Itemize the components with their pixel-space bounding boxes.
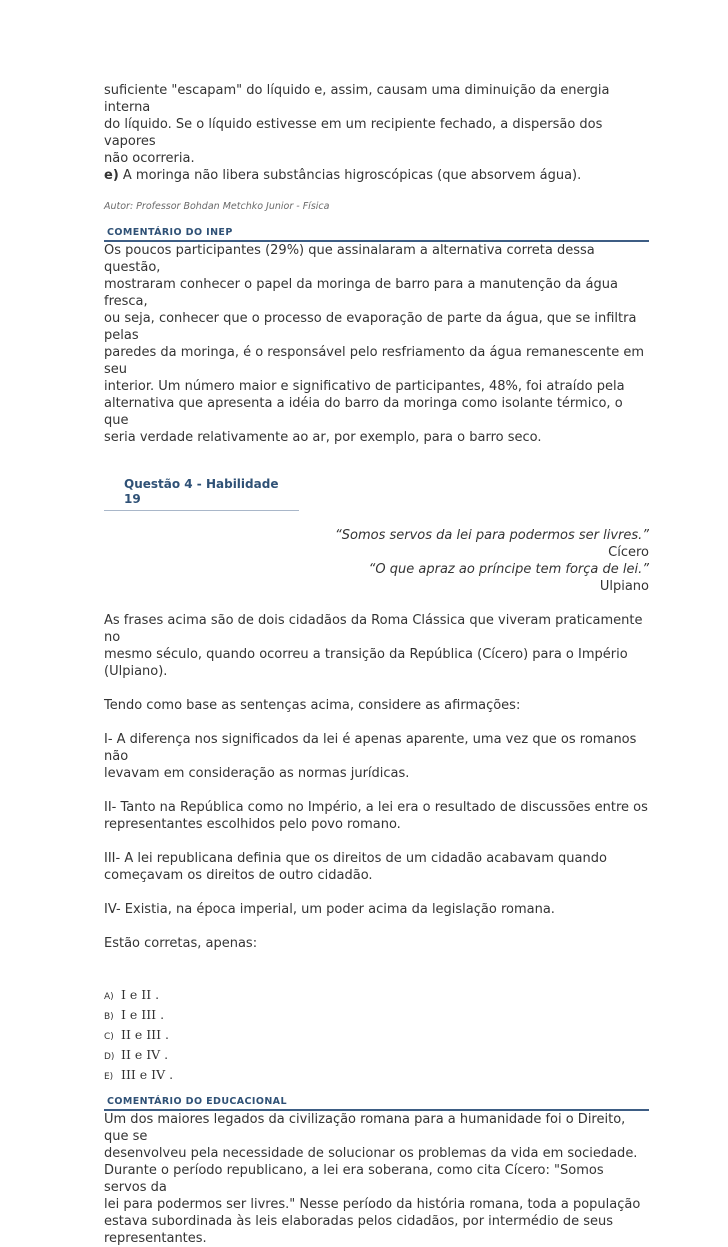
text-line: interior. Um número maior e significativo de participantes, 48%, foi atraído pela: [104, 379, 625, 394]
quote-block: [104, 527, 649, 595]
inep-comment-body: [104, 242, 649, 446]
text-line: Os poucos participantes (29%) que assinalaram a alternativa correta dessa questão,: [104, 243, 595, 275]
text-line: paredes da moringa, é o responsável pelo resfriamento da água remanescente em seu: [104, 345, 644, 377]
option-letter: E): [104, 1072, 114, 1082]
option-letter: D): [104, 1052, 115, 1062]
text-line: alternativa que apresenta a idéia do barro da moringa como isolante térmico, o que: [104, 396, 623, 428]
question-heading: Questão 4 - Habilidade 19: [104, 477, 299, 511]
quote-ulpiano: “O que apraz ao príncipe tem força de lei.”: [368, 562, 649, 577]
text-line: mostraram conhecer o papel da moringa de barro para a manutenção da água fresca,: [104, 277, 618, 309]
text-line: representantes.: [104, 1231, 207, 1246]
text-line: I- A diferença nos significados da lei é apenas aparente, uma vez que os romanos não: [104, 732, 637, 764]
author-credit: Autor: Professor Bohdan Metchko Junior - Física: [104, 201, 330, 212]
text-line: não ocorreria.: [104, 151, 195, 166]
text-line: (Ulpiano).: [104, 664, 168, 679]
answer-option[interactable]: [104, 986, 649, 1006]
text-line: levavam em consideração as normas jurídicas.: [104, 766, 410, 781]
statement-1: [104, 731, 649, 782]
answer-options: [104, 986, 649, 1086]
answer-option[interactable]: [104, 1026, 649, 1046]
statement-2: [104, 799, 649, 833]
text-line: II- Tanto na República como no Império, a lei era o resultado de discussões entre os: [104, 800, 648, 815]
option-e-text: A moringa não libera substâncias higroscópicas (que absorvem água).: [118, 168, 582, 183]
text-line: As frases acima são de dois cidadãos da Roma Clássica que viveram praticamente no: [104, 613, 643, 645]
top-paragraph: [104, 82, 649, 184]
answer-option[interactable]: [104, 1066, 649, 1086]
text-line: desenvolveu pela necessidade de solucionar os problemas da vida em sociedade.: [104, 1146, 638, 1161]
option-e-letter: e): [104, 168, 119, 183]
text-line: seria verdade relativamente ao ar, por exemplo, para o barro seco.: [104, 430, 542, 445]
text-line: suficiente "escapam" do líquido e, assim, causam uma diminuição da energia interna: [104, 83, 610, 115]
text-line: mesmo século, quando ocorreu a transição da República (Cícero) para o Império: [104, 647, 628, 662]
text-line: começavam os direitos de outro cidadão.: [104, 868, 373, 883]
option-text: I e III .: [121, 1007, 165, 1022]
option-text: III e IV .: [121, 1067, 174, 1082]
option-letter: B): [104, 1012, 114, 1022]
question-base: Tendo como base as sentenças acima, considere as afirmações:: [104, 698, 521, 713]
text-line: do líquido. Se o líquido estivesse em um recipiente fechado, a dispersão dos vapores: [104, 117, 603, 149]
option-letter: C): [104, 1032, 114, 1042]
quote-cicero: “Somos servos da lei para podermos ser livres.”: [335, 528, 649, 543]
statement-4: IV- Existia, na época imperial, um poder acima da legislação romana.: [104, 902, 555, 917]
statement-3: [104, 850, 649, 884]
option-letter: A): [104, 992, 114, 1002]
text-line: Um dos maiores legados da civilização romana para a humanidade foi o Direito, que se: [104, 1112, 626, 1144]
text-line: ou seja, conhecer que o processo de evaporação de parte da água, que se infiltra pelas: [104, 311, 637, 343]
text-line: III- A lei republicana definia que os direitos de um cidadão acabavam quando: [104, 851, 607, 866]
option-text: II e IV .: [121, 1047, 169, 1062]
option-text: II e III .: [121, 1027, 169, 1042]
educacional-comment-body: [104, 1111, 649, 1247]
quote-author-ulpiano: Ulpiano: [599, 579, 649, 594]
text-line: representantes escolhidos pelo povo romano.: [104, 817, 401, 832]
document-page: [104, 82, 649, 1247]
option-e: [104, 167, 649, 184]
correct-prompt: Estão corretas, apenas:: [104, 936, 258, 951]
answer-option[interactable]: [104, 1006, 649, 1026]
question-intro: [104, 612, 649, 680]
answer-option[interactable]: [104, 1046, 649, 1066]
quote-author-cicero: Cícero: [608, 545, 649, 560]
option-text: I e II .: [121, 987, 160, 1002]
text-line: Durante o período republicano, a lei era soberana, como cita Cícero: "Somos servos da: [104, 1163, 604, 1195]
text-line: lei para podermos ser livres." Nesse período da história romana, toda a população: [104, 1197, 641, 1212]
educacional-comment-heading: COMENTÁRIO DO EDUCACIONAL: [104, 1096, 649, 1111]
inep-comment-heading: COMENTÁRIO DO INEP: [104, 227, 649, 242]
text-line: estava subordinada às leis elaboradas pelos cidadãos, por intermédio de seus: [104, 1214, 614, 1229]
